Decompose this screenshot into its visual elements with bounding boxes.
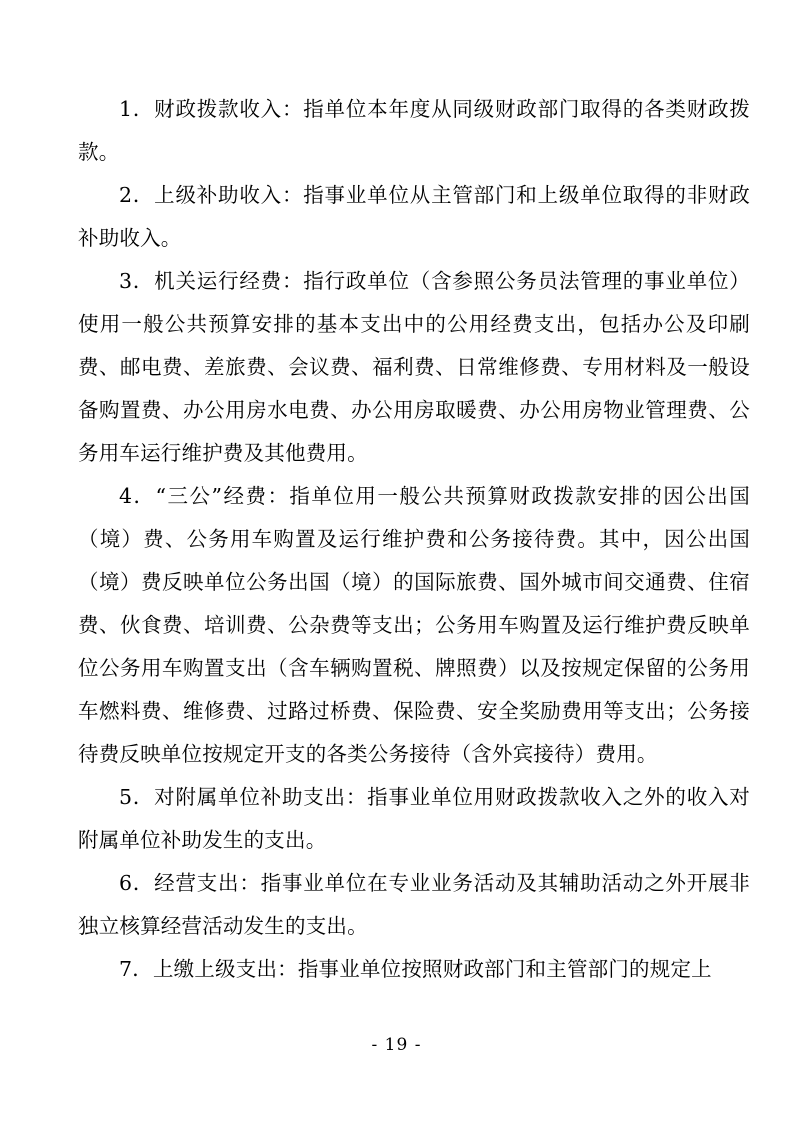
- paragraph: 5．对附属单位补助支出：指事业单位用财政拨款收入之外的收入对附属单位补助发生的支出。: [78, 785, 750, 852]
- paragraph: 4．“三公”经费：指单位用一般公共预算财政拨款安排的因公出国（境）费、公务用车购置及运行维护费和公务接待费。其中，因公出国（境）费反映单位公务出国（境）的国际旅费、国外城市间交通费、住宿费、伙食费、培训费、公杂费等支出；公务用车购置及运行维护费反映单位公务用车购置支出（含车辆购置税、牌照费）以及按规定保留的公务用车燃料费、维修费、过路过桥费、保险费、安全奖励费用等支出；公务接待费反映单位按规定开支的各类公务接待（含外宾接待）费用。: [78, 484, 750, 766]
- paragraph: 1．财政拨款收入：指单位本年度从同级财政部门取得的各类财政拨款。: [78, 97, 750, 164]
- paragraph: 2．上级补助收入：指事业单位从主管部门和上级单位取得的非财政补助收入。: [78, 183, 750, 250]
- page-body: [78, 88, 750, 991]
- paragraph: 3．机关运行经费：指行政单位（含参照公务员法管理的事业单位）使用一般公共预算安排的基本支出中的公用经费支出，包括办公及印刷费、邮电费、差旅费、会议费、福利费、日常维修费、专用材料及一般设备购置费、办公用房水电费、办公用房取暖费、办公用房物业管理费、公务用车运行维护费及其他费用。: [78, 269, 750, 465]
- page-number: - 19 -: [371, 1035, 422, 1055]
- paragraph: 6．经营支出：指事业单位在专业业务活动及其辅助活动之外开展非独立核算经营活动发生的支出。: [78, 871, 750, 938]
- paragraph: 7．上缴上级支出：指事业单位按照财政部门和主管部门的规定上: [119, 957, 712, 981]
